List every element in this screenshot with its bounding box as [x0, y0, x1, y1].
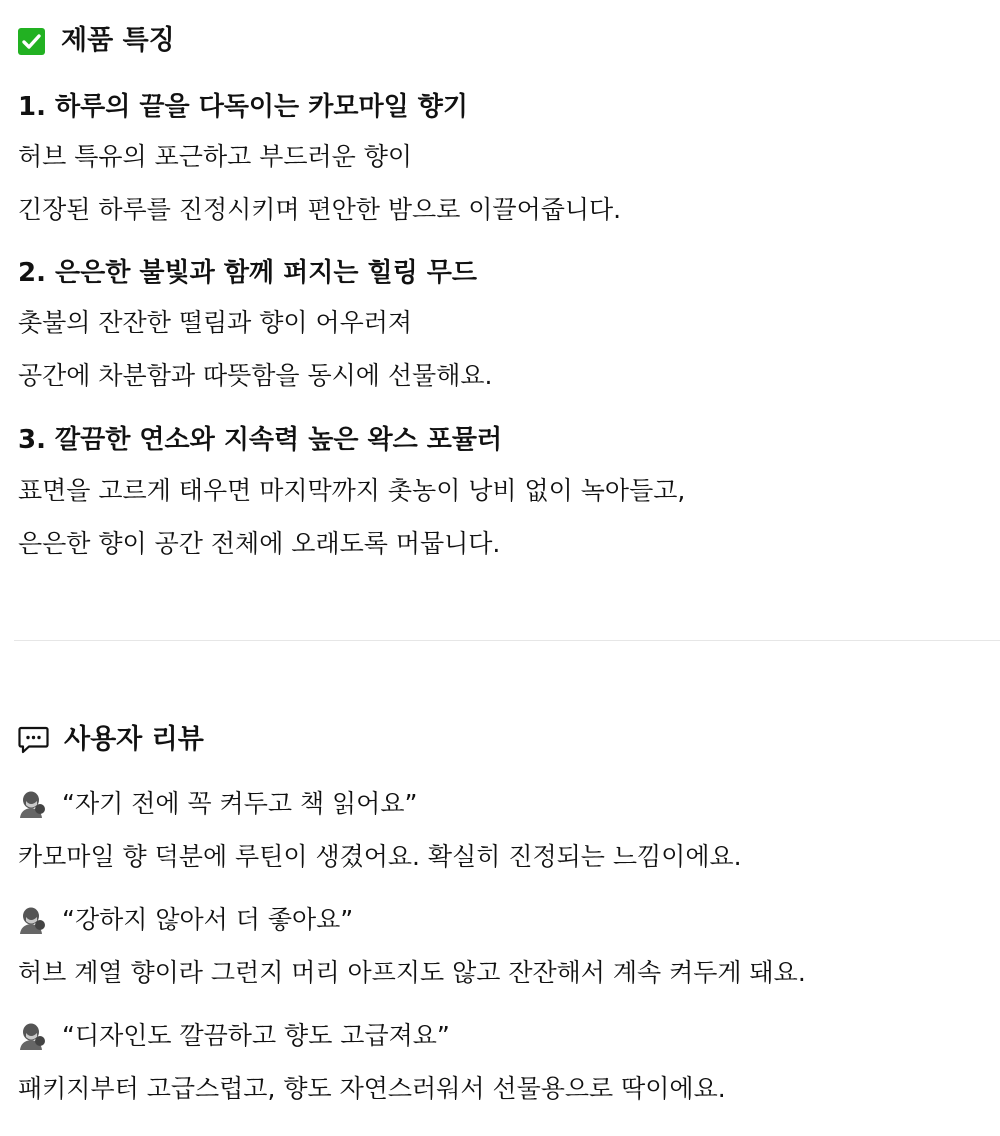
feature-description-line: 허브 특유의 포근하고 부드러운 향이 [18, 142, 413, 171]
features-header-label: 제품 특징 [61, 25, 175, 56]
feature-description-line: 긴장된 하루를 진정시키며 편안한 밤으로 이끌어줍니다. [18, 195, 622, 224]
person-silhouette-icon [18, 789, 48, 819]
feature-description-line: 촛불의 잔잔한 떨림과 향이 어우러져 [18, 308, 413, 337]
person-silhouette-icon [18, 1021, 48, 1051]
speech-bubble-icon [18, 726, 49, 754]
review-body: 허브 계열 향이라 그런지 머리 아프지도 않고 잔잔해서 계속 켜두게 돼요. [18, 958, 806, 987]
feature-title: 3. 깔끔한 연소와 지속력 높은 왁스 포뮬러 [18, 425, 503, 455]
review-title-text: “자기 전에 꼭 켜두고 책 읽어요” [62, 789, 418, 818]
review-title-text: “디자인도 깔끔하고 향도 고급져요” [62, 1021, 450, 1050]
feature-title: 2. 은은한 불빛과 함께 퍼지는 힐링 무드 [18, 258, 478, 288]
review-title [18, 903, 353, 937]
feature-description-line: 공간에 차분함과 따뜻함을 동시에 선물해요. [18, 361, 493, 390]
review-body: 패키지부터 고급스럽고, 향도 자연스러워서 선물용으로 딱이에요. [18, 1074, 726, 1103]
review-title [18, 1019, 450, 1053]
feature-description-line: 표면을 고르게 태우면 마지막까지 촛농이 낭비 없이 녹아들고, [18, 476, 686, 505]
features-header [18, 24, 175, 58]
section-divider [14, 640, 1000, 641]
review-body: 카모마일 향 덕분에 루틴이 생겼어요. 확실히 진정되는 느낌이에요. [18, 842, 742, 871]
person-silhouette-icon [18, 905, 48, 935]
reviews-header-label: 사용자 리뷰 [64, 724, 204, 755]
feature-title: 1. 하루의 끝을 다독이는 카모마일 향기 [18, 92, 468, 122]
review-title [18, 787, 417, 821]
feature-description-line: 은은한 향이 공간 전체에 오래도록 머뭅니다. [18, 529, 501, 558]
review-title-text: “강하지 않아서 더 좋아요” [62, 905, 354, 934]
reviews-header [18, 723, 204, 757]
check-mark-button-icon [18, 28, 45, 55]
